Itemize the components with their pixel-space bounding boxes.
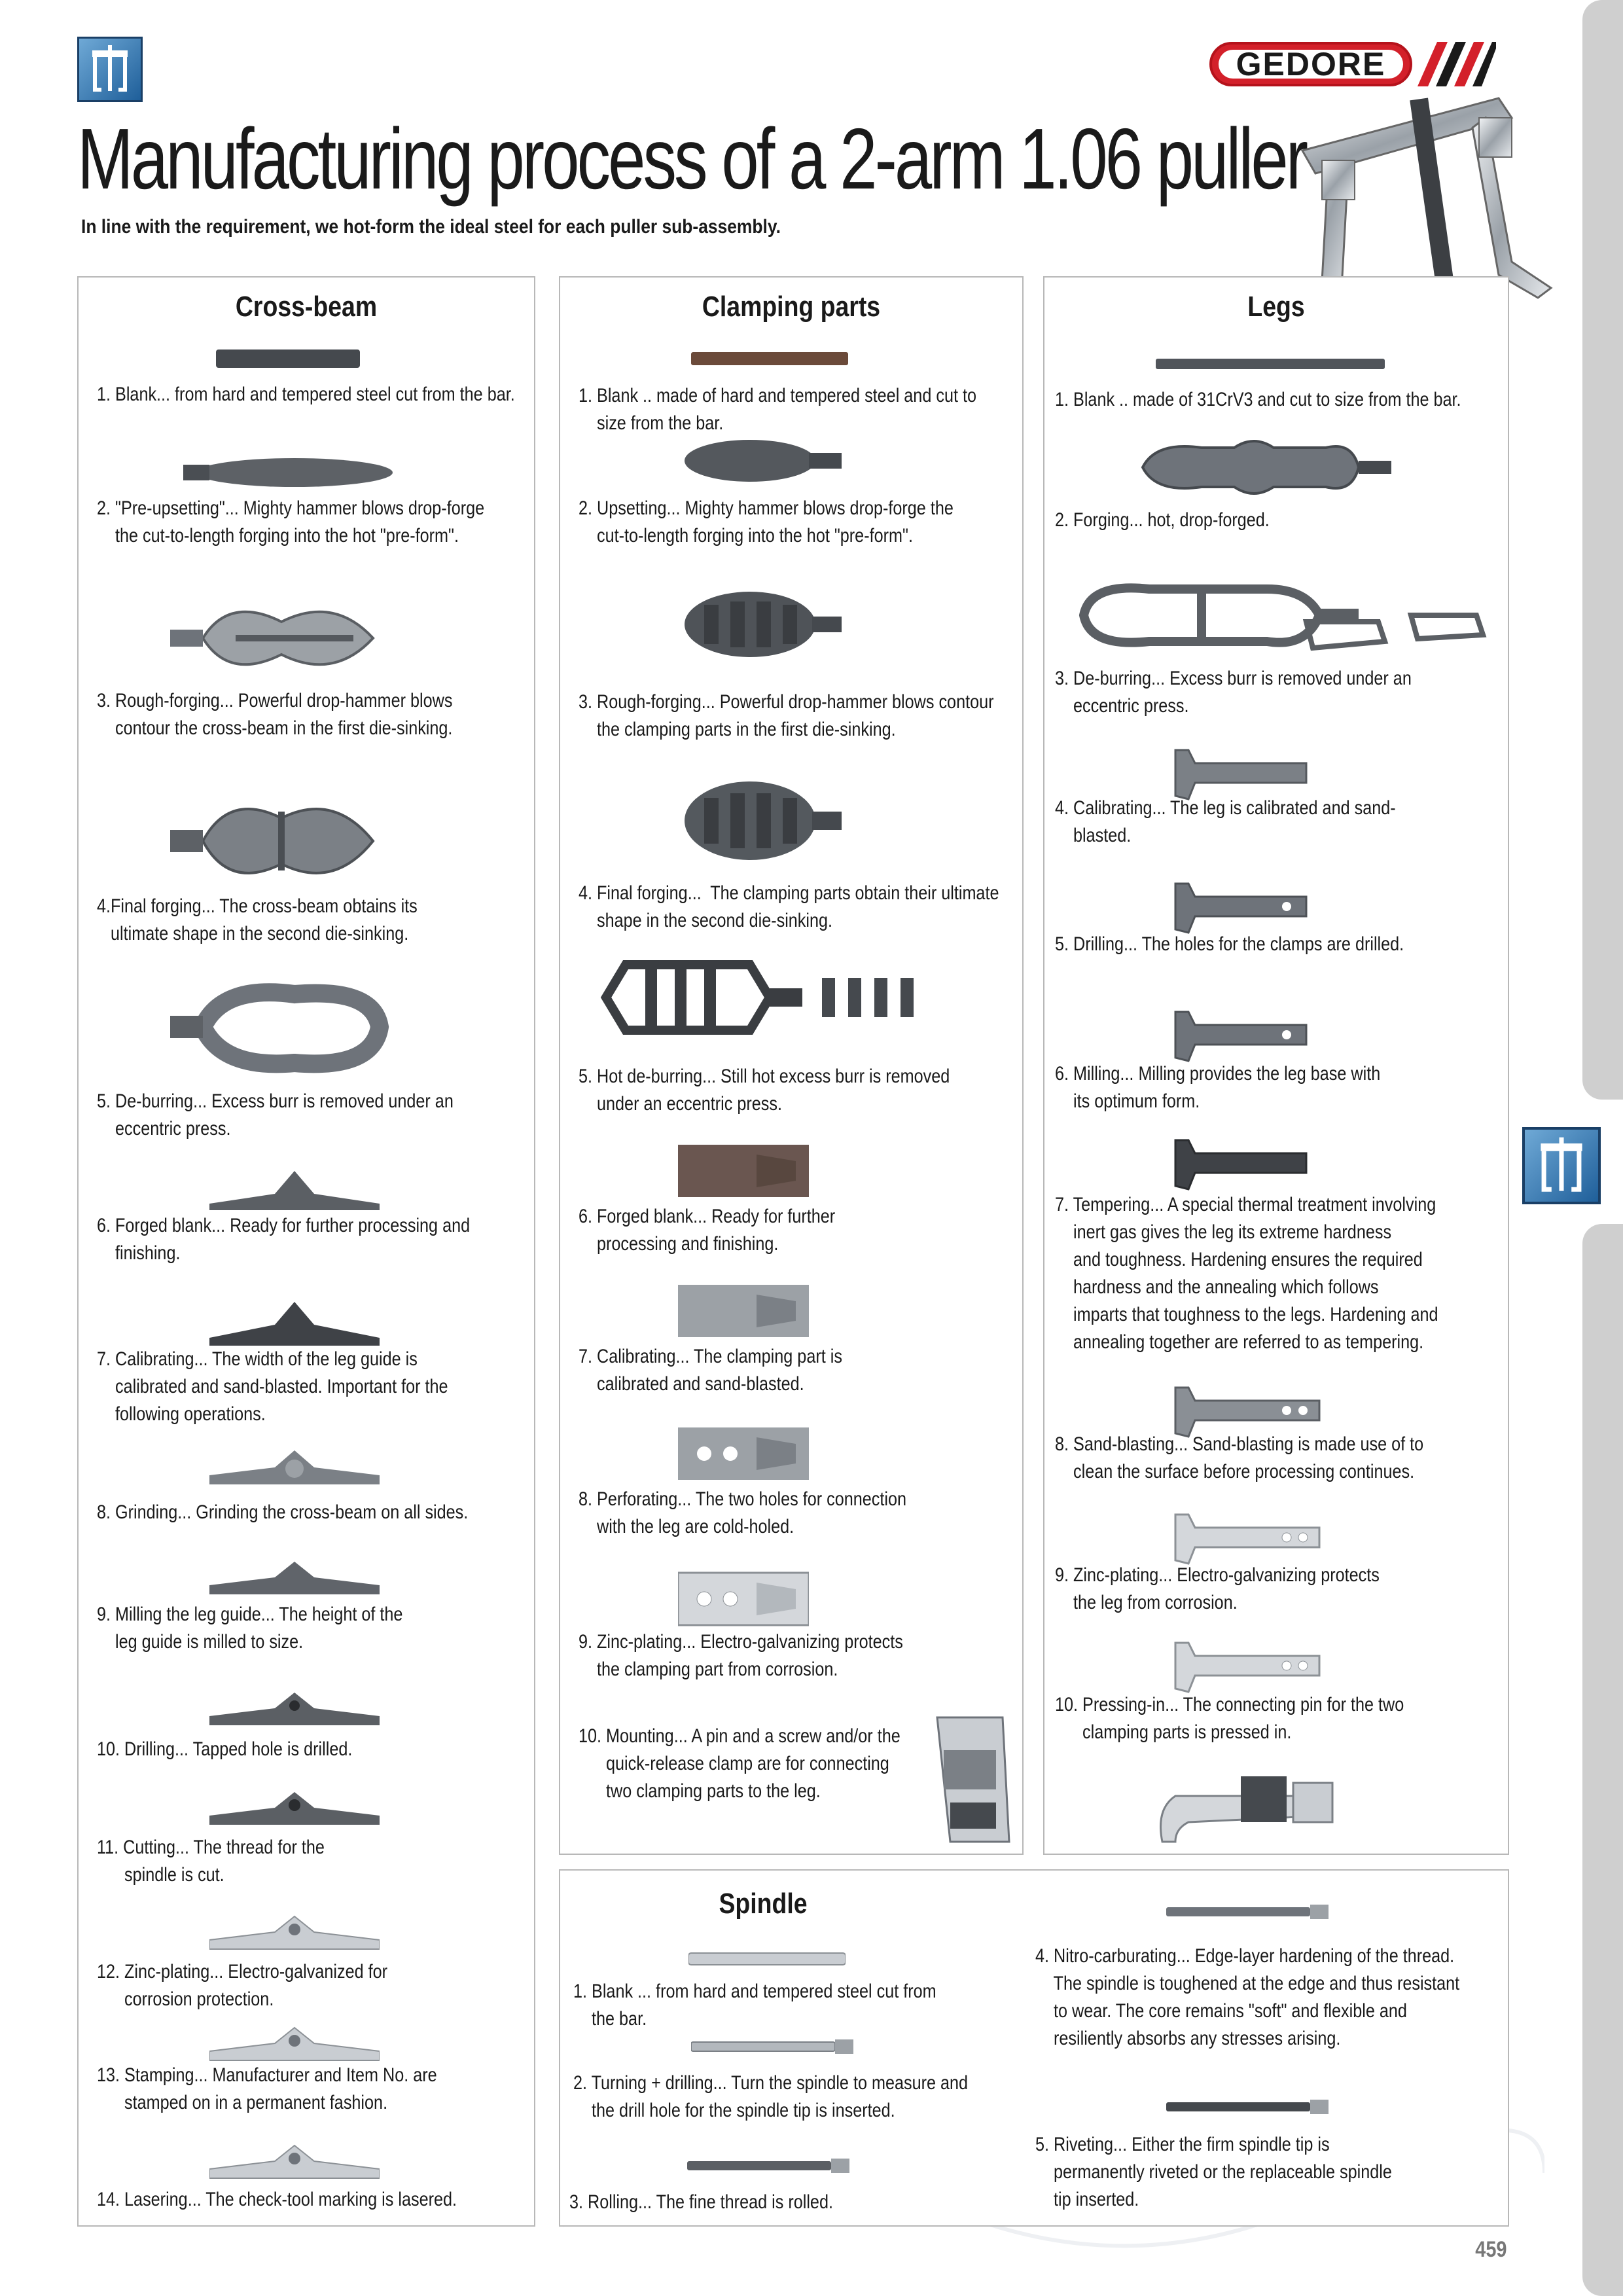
clamping-parts-panel — [559, 276, 1024, 1855]
page-title: Manufacturing process of a 2-arm 1.06 puller — [77, 111, 1306, 207]
cross-beam-step-5: 5. De-burring... Excess burr is removed under an eccentric press. — [97, 1090, 454, 1139]
leg-step-7: 7. Tempering... A special thermal treatment involving inert gas gives the leg its extreme hardness and toughness. Hardening ensures the required hardness and the annealing which follows imparts that toughness to the legs. Hardening and annealing together are referred to as tempering. — [1055, 1194, 1438, 1353]
clamping-upset-image — [678, 435, 848, 490]
leg-assembled-image — [1149, 1770, 1346, 1852]
spindle-title: Spindle — [719, 1888, 808, 1920]
clamping-step-7: 7. Calibrating... The clamping part is calibrated and sand-blasted. — [579, 1346, 842, 1395]
leg-zinc-plated-image — [1169, 1508, 1326, 1570]
clamping-mounted-image — [924, 1711, 1022, 1858]
cross-beam-panel — [77, 276, 535, 2227]
clamping-blank-image — [691, 351, 848, 370]
spindle-step-1: 1. Blank ... from hard and tempered steel cut from the bar. — [573, 1981, 936, 2030]
side-tab-lower — [1582, 1224, 1623, 2296]
cross-beam-forged-blank-image — [209, 1168, 380, 1217]
spindle-step-4: 4. Nitro-carburating... Edge-layer hardening of the thread. The spindle is toughened at the edge and thus resistant to wear. The core remains "soft" and flexible and resiliently absorbs any stresses arising. — [1035, 1945, 1460, 2049]
puller-section-icon — [1522, 1127, 1601, 1204]
cross-beam-final-forging-image — [164, 792, 399, 893]
leg-drilled-image — [1169, 877, 1313, 939]
puller-category-icon — [77, 37, 143, 102]
cross-beam-step-2: 2. "Pre-upsetting"... Mighty hammer blows drop-forge the cut-to-length forging into the hot "pre-form". — [97, 497, 485, 547]
clamping-step-5: 5. Hot de-burring... Still hot excess burr is removed under an eccentric press. — [579, 1066, 950, 1115]
cross-beam-step-14: 14. Lasering... The check-tool marking is lasered. — [97, 2189, 457, 2210]
brand-name: GEDORE — [1236, 46, 1386, 82]
gedore-logo — [1209, 38, 1497, 90]
clamping-final-forging-image — [678, 775, 848, 870]
cross-beam-step-11: 11. Cutting... The thread for the spindle is cut. — [97, 1837, 325, 1886]
cross-beam-step-10: 10. Drilling... Tapped hole is drilled. — [97, 1738, 353, 1760]
clamping-step-8: 8. Perforating... The two holes for connection with the leg are cold-holed. — [579, 1488, 907, 1537]
cross-beam-milled-image — [209, 1559, 380, 1602]
cross-beam-step-1: 1. Blank... from hard and tempered steel cut from the bar. — [97, 384, 515, 405]
spindle-step-2: 2. Turning + drilling... Turn the spindle to measure and the drill hole for the spindle tip is inserted. — [573, 2072, 969, 2121]
cross-beam-lasered-image — [209, 2143, 380, 2185]
cross-beam-step-13: 13. Stamping... Manufacturer and Item No. are stamped on in a permanent fashion. — [97, 2064, 437, 2113]
clamping-parts-title: Clamping parts — [702, 291, 881, 323]
clamping-calibrated-image — [678, 1282, 809, 1344]
clamping-step-10: 10. Mounting... A pin and a screw and/or the quick-release clamp are for connecting two clamping parts to the leg. — [579, 1725, 901, 1802]
clamping-step-1: 1. Blank .. made of hard and tempered steel and cut to size from the bar. — [579, 385, 976, 434]
spindle-turned-image — [691, 2037, 855, 2060]
side-tab-upper — [1582, 0, 1623, 1100]
cross-beam-zinc-plated-image — [209, 1914, 380, 1956]
cross-beam-step-7: 7. Calibrating... The width of the leg guide is calibrated and sand-blasted. Important for the following operations. — [97, 1348, 448, 1425]
legs-panel — [1043, 276, 1509, 1855]
clamping-step-9: 9. Zinc-plating... Electro-galvanizing protects the clamping part from corrosion. — [579, 1631, 903, 1680]
leg-step-4: 4. Calibrating... The leg is calibrated and sand- blasted. — [1055, 797, 1396, 846]
cross-beam-step-9: 9. Milling the leg guide... The height of the leg guide is milled to size. — [97, 1604, 403, 1653]
clamping-step-2: 2. Upsetting... Mighty hammer blows drop-forge the cut-to-length forging into the hot "pre-form". — [579, 497, 954, 547]
spindle-nitro-carburated-image — [1166, 1902, 1330, 1925]
cross-beam-deburred-image — [164, 978, 399, 1079]
clamping-step-3: 3. Rough-forging... Powerful drop-hammer blows contour the clamping parts in the first die-sinking. — [579, 691, 994, 740]
legs-title: Legs — [1247, 291, 1305, 323]
leg-step-1: 1. Blank .. made of 31CrV3 and cut to size from the bar. — [1055, 389, 1461, 410]
leg-step-2: 2. Forging... hot, drop-forged. — [1055, 509, 1270, 531]
leg-tempered-image — [1169, 1134, 1313, 1196]
cross-beam-step-3: 3. Rough-forging... Powerful drop-hammer blows contour the cross-beam in the first die-sinking. — [97, 690, 453, 739]
leg-pin-pressed-image — [1169, 1636, 1326, 1698]
spindle-blank-image — [688, 1949, 846, 1972]
clamping-rough-forging-image — [678, 585, 848, 667]
leg-step-8: 8. Sand-blasting... Sand-blasting is made use of to clean the surface before processing continues. — [1055, 1433, 1424, 1482]
leg-blank-image — [1156, 356, 1385, 375]
leg-step-5: 5. Drilling... The holes for the clamps are drilled. — [1055, 933, 1404, 955]
leg-step-10: 10. Pressing-in... The connecting pin for the two clamping parts is pressed in. — [1055, 1694, 1404, 1743]
cross-beam-threaded-image — [209, 1789, 380, 1832]
spindle-riveted-image — [1166, 2097, 1330, 2120]
clamping-step-6: 6. Forged blank... Ready for further processing and finishing. — [579, 1206, 836, 1255]
clamping-hot-deburred-image — [599, 958, 940, 1040]
spindle-panel — [559, 1869, 1509, 2227]
clamping-step-4: 4. Final forging... The clamping parts obtain their ultimate shape in the second die-sinking. — [579, 882, 999, 931]
clamping-forged-blank-image — [678, 1141, 809, 1204]
cross-beam-step-12: 12. Zinc-plating... Electro-galvanized for corrosion protection. — [97, 1961, 388, 2010]
cross-beam-blank-image — [216, 347, 360, 374]
page-number: 459 — [1475, 2237, 1507, 2262]
spindle-rolled-image — [687, 2156, 851, 2179]
spindle-step-5: 5. Riveting... Either the firm spindle tip is permanently riveted or the replaceable spindle tip inserted. — [1035, 2134, 1392, 2210]
cross-beam-ground-image — [209, 1449, 380, 1492]
cross-beam-drilled-image — [209, 1690, 380, 1732]
clamping-perforated-image — [678, 1424, 809, 1486]
cross-beam-title: Cross-beam — [235, 291, 378, 323]
leg-step-3: 3. De-burring... Excess burr is removed under an eccentric press. — [1055, 668, 1412, 717]
cross-beam-step-8: 8. Grinding... Grinding the cross-beam on all sides. — [97, 1501, 469, 1523]
leg-step-6: 6. Milling... Milling provides the leg base with its optimum form. — [1055, 1063, 1381, 1112]
cross-beam-step-4: 4.Final forging... The cross-beam obtains its ultimate shape in the second die-sinking. — [97, 895, 418, 944]
cross-beam-preform-image — [183, 453, 393, 495]
leg-deburred-image — [1071, 576, 1503, 664]
spindle-step-3: 3. Rolling... The fine thread is rolled. — [569, 2191, 833, 2213]
clamping-zinc-plated-image — [678, 1570, 809, 1632]
leg-step-9: 9. Zinc-plating... Electro-galvanizing protects the leg from corrosion. — [1055, 1564, 1380, 1613]
cross-beam-step-6: 6. Forged blank... Ready for further processing and finishing. — [97, 1215, 471, 1264]
leg-forged-image — [1136, 435, 1398, 503]
page-subtitle: In line with the requirement, we hot-form the ideal steel for each puller sub-assembly. — [81, 216, 781, 238]
brand-stripes-icon — [1418, 42, 1496, 86]
cross-beam-rough-forging-image — [164, 596, 399, 684]
leg-milled-image — [1169, 1005, 1313, 1067]
